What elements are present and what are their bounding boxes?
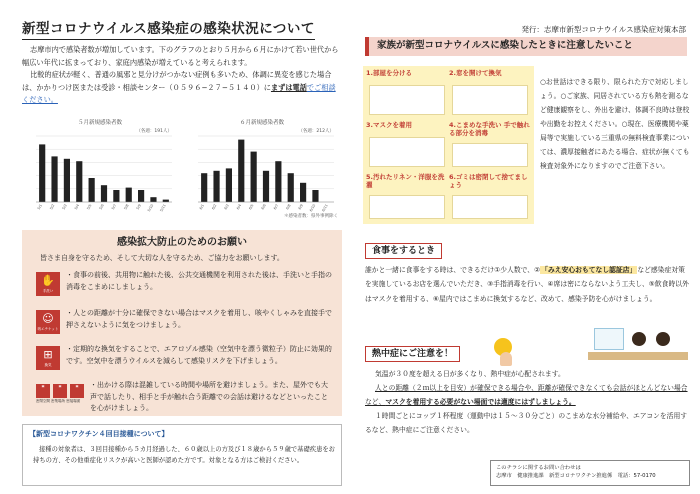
contact-box — [490, 460, 690, 486]
prevention-box — [22, 230, 342, 416]
bar-5/1 — [39, 144, 45, 202]
bar-6/4 — [238, 140, 244, 202]
x-tick-label: 6/2 — [211, 203, 218, 211]
tip-heading: 3.マスクを着用 — [366, 121, 412, 129]
x-tick-label: 6/4 — [235, 203, 243, 211]
heat-text-2-bold: マスクを着用する必要がない場面では適度にはずしましょう。 — [385, 397, 576, 406]
x-tick-label: 6/10 — [308, 203, 317, 213]
bar-6/2 — [213, 171, 219, 202]
bar-6/1 — [201, 173, 207, 202]
bar-5/5 — [89, 178, 95, 202]
contact-line-2: 志摩市 健康推進課 新型コロナワクチン推進係 電話：57-0170 — [496, 473, 656, 480]
heat-text-1: 気温が３０度を超える日が多くなり、熱中症が心配されます。 — [375, 370, 565, 378]
x-tick-label: 5/2 — [49, 203, 56, 211]
x-tick-label: 5/11 — [159, 203, 167, 213]
tip-illustration — [369, 85, 445, 115]
x-tick-label: 6/6 — [260, 203, 267, 211]
intro-emphasis: まずは電話 — [270, 82, 307, 92]
x-tick-label: 5/1 — [36, 203, 44, 211]
tip-illustration — [369, 195, 445, 219]
bar-5/4 — [76, 161, 82, 202]
vaccine-text: 接種の対象者は、３回目接種から５カ月経過した、６０歳以上の方及び１８歳から５９歳で基礎疾患をお持ちの方、その他重症化リスクが高いと医師が認めた方です。対象となる方はご検討ください。 — [33, 446, 335, 465]
family-tips-panel — [363, 66, 534, 224]
intro-text-2: 比較的症状が軽く、普通の風邪と見分けがつかない症例も多いため、体調に異変を感じた場合は、かかりつけ医または受診・相談センター（０５９６−２７−５１４０）に — [22, 70, 332, 92]
x-tick-label: 6/1 — [198, 203, 206, 211]
chart-june-title: ６月新規感染者数 — [239, 120, 284, 126]
tip-heading: 5.汚れたリネン・洋服を洗濯 — [366, 173, 445, 190]
family-notes: ○お世話はできる限り、限られた方で対応しましょう。○ご家族、同居されている方も熱を測るなど健康観察をし、外出を避け、体調不良時は登校や出勤をお控えください。○現在、医療機関や薬局等で実施している三重県の無料検査事業については、濃厚接触者にあたる場合、症状が無くても検査対象外になりますのでご注意下さい。 — [540, 78, 690, 170]
hand-wash-icon: ✋ 手洗い — [36, 272, 60, 296]
intro-text — [22, 44, 342, 107]
meal-text-1: 誰かと一緒に食事をする時は、できるだけ①少人数で、② — [365, 266, 541, 274]
heatstroke-heading: 熱中症にご注意を！ — [365, 346, 460, 362]
chart-may-unit: （各週：191人） — [136, 129, 172, 134]
bar-5/2 — [51, 156, 57, 202]
bar-5/7 — [113, 190, 119, 202]
prevention-item-text: ・人との距離が十分に確保できない場合はマスクを着用し、咳やくしゃみを直接手で押さえないように気をつけましょう。 — [66, 309, 332, 329]
page-title: 新型コロナウイルス感染症の感染状況について — [22, 20, 315, 40]
bar-5/9 — [138, 190, 144, 202]
x-tick-label: 5/9 — [135, 203, 142, 211]
intro-paragraph-1: 志摩市内で感染者数が増加しています。下のグラフのとおり５月から６月にかけて若い世代から幅広い年代に拡まっており、家庭内感染が増えていると考えられます。 — [22, 45, 339, 67]
certified-shop-highlight: 「みえ安心おもてなし認証店」 — [541, 266, 637, 274]
bar-5/10 — [150, 197, 156, 202]
heat-text-2: 人との距離（２ｍ以上を目安）が確保できる場合や、距離が確保できなくても会話がほとんどない場合など、 — [365, 383, 688, 406]
x-tick-label: 6/7 — [272, 203, 280, 211]
x-tick-label: 6/8 — [285, 203, 292, 211]
heat-text-3: １時間ごとにコップ１杯程度（運動中は１５〜３０分ごと）のこまめな水分補給や、エアコンを活用するなど、熱中症にご注意ください。 — [365, 411, 688, 434]
bar-5/8 — [126, 188, 132, 202]
x-tick-label: 6/9 — [297, 203, 304, 211]
vaccine-title: 【新型コロナワクチン４回目接種について】 — [29, 430, 169, 438]
tip-separate-rooms — [366, 69, 448, 118]
intro-paragraph-2 — [22, 69, 342, 107]
chart-may — [24, 120, 176, 216]
charts-area — [24, 120, 340, 220]
tip-ventilate — [449, 69, 531, 118]
x-tick-label: 5/7 — [110, 203, 118, 211]
x-tick-label: 5/5 — [86, 203, 93, 211]
bar-5/11 — [163, 200, 169, 202]
x-tick-label: 5/6 — [98, 203, 105, 211]
tip-handwash-disinfect — [449, 121, 531, 170]
bar-6/7 — [275, 161, 281, 202]
bar-6/3 — [226, 168, 232, 202]
prevention-item-text: ・出かける際は混雑している時間や場所を避けましょう。また、屋外でも大声で話したり、相手と手が触れ合う距離での会話は避けるなどといったことを心がけましょう。 — [90, 381, 328, 413]
chart-june-plot — [186, 134, 338, 214]
three-cs-icon: ▣ ▣ ▣ 密閉空間 密集場所 密接場面 — [36, 384, 84, 406]
chart-may-title: ５月新規感染者数 — [77, 120, 122, 126]
tip-illustration — [369, 137, 445, 167]
bar-6/8 — [288, 173, 294, 202]
bar-6/6 — [263, 171, 269, 202]
chart-june — [186, 120, 338, 216]
tip-heading: 2.窓を開けて換気 — [449, 69, 502, 77]
bar-6/10 — [312, 190, 318, 202]
tip-heading: 4.こまめな手洗い 手で触れる部分を消毒 — [449, 121, 530, 138]
issuer: 発行：志摩市新型コロナウイルス感染症対策本部 — [521, 25, 686, 34]
tip-illustration — [452, 143, 528, 167]
ventilation-icon: ⊞ 換気 — [36, 346, 60, 370]
x-tick-label: 6/11 — [321, 203, 329, 213]
heatstroke-text — [365, 368, 690, 438]
prevention-item-text: ・食事の前後、共用物に触れた後、公共交通機関を利用された後は、手洗いと手指の消毒をこまめにしましょう。 — [66, 271, 332, 291]
tip-seal-garbage — [449, 173, 531, 222]
x-tick-label: 5/8 — [123, 203, 130, 211]
prevention-title: 感染拡大防止のためのお願い — [117, 237, 247, 248]
x-tick-label: 5/10 — [146, 203, 155, 213]
meal-text — [365, 263, 690, 306]
intro-link-text: でご相談ください。 — [22, 82, 336, 105]
bar-6/5 — [251, 152, 257, 202]
tip-heading: 6.ゴミは密閉して捨てましょう — [449, 173, 528, 190]
bar-5/6 — [101, 185, 107, 202]
cough-etiquette-icon: ☺ 咳エチケット — [36, 310, 60, 334]
bar-5/3 — [64, 159, 70, 202]
chart-source-note: ＊感染者数：県外事例除く — [284, 213, 338, 219]
bar-6/9 — [300, 183, 306, 202]
prevention-item-text: ・定期的な換気をすることで、エアロゾル感染（空気中を漂う微粒子）防止に効果的です。空気中を漂うウイルスを減らして感染リスクを下げましょう。 — [66, 345, 332, 365]
tip-illustration — [452, 195, 528, 219]
chart-may-plot — [24, 134, 176, 214]
tip-wear-mask — [366, 121, 448, 170]
vaccine-box — [22, 424, 342, 486]
tip-heading: 1.部屋を分ける — [366, 69, 412, 77]
tip-laundry — [366, 173, 448, 222]
contact-line-1: このチラシに関するお問い合わせは — [496, 465, 581, 471]
chart-june-unit: （各週：212人） — [298, 129, 334, 134]
x-tick-label: 6/5 — [248, 203, 255, 211]
family-section-title: 家族が新型コロナウイルスに感染したときに注意したいこと — [365, 37, 687, 56]
x-tick-label: 5/3 — [61, 203, 68, 211]
x-tick-label: 6/3 — [223, 203, 230, 211]
meal-heading: 食事をするとき — [365, 243, 442, 259]
meal-text-2: など感染症対策を実施しているお店を選んでいただき、③手指消毒を行い、④席は密にならないよう工夫し、⑤飲食時以外はマスクを着用する、⑥屋内ではこまめに換気するなど、改めて、感染予防を心がけましょう。 — [365, 266, 689, 303]
counter-staff-illustration — [588, 326, 688, 362]
person-drinking-icon — [500, 352, 512, 366]
x-tick-label: 5/4 — [73, 203, 81, 211]
tip-illustration — [452, 85, 528, 115]
prevention-lead: 皆さま自身を守るため、そして大切な人を守るため、ご協力をお願いします。 — [40, 254, 284, 262]
